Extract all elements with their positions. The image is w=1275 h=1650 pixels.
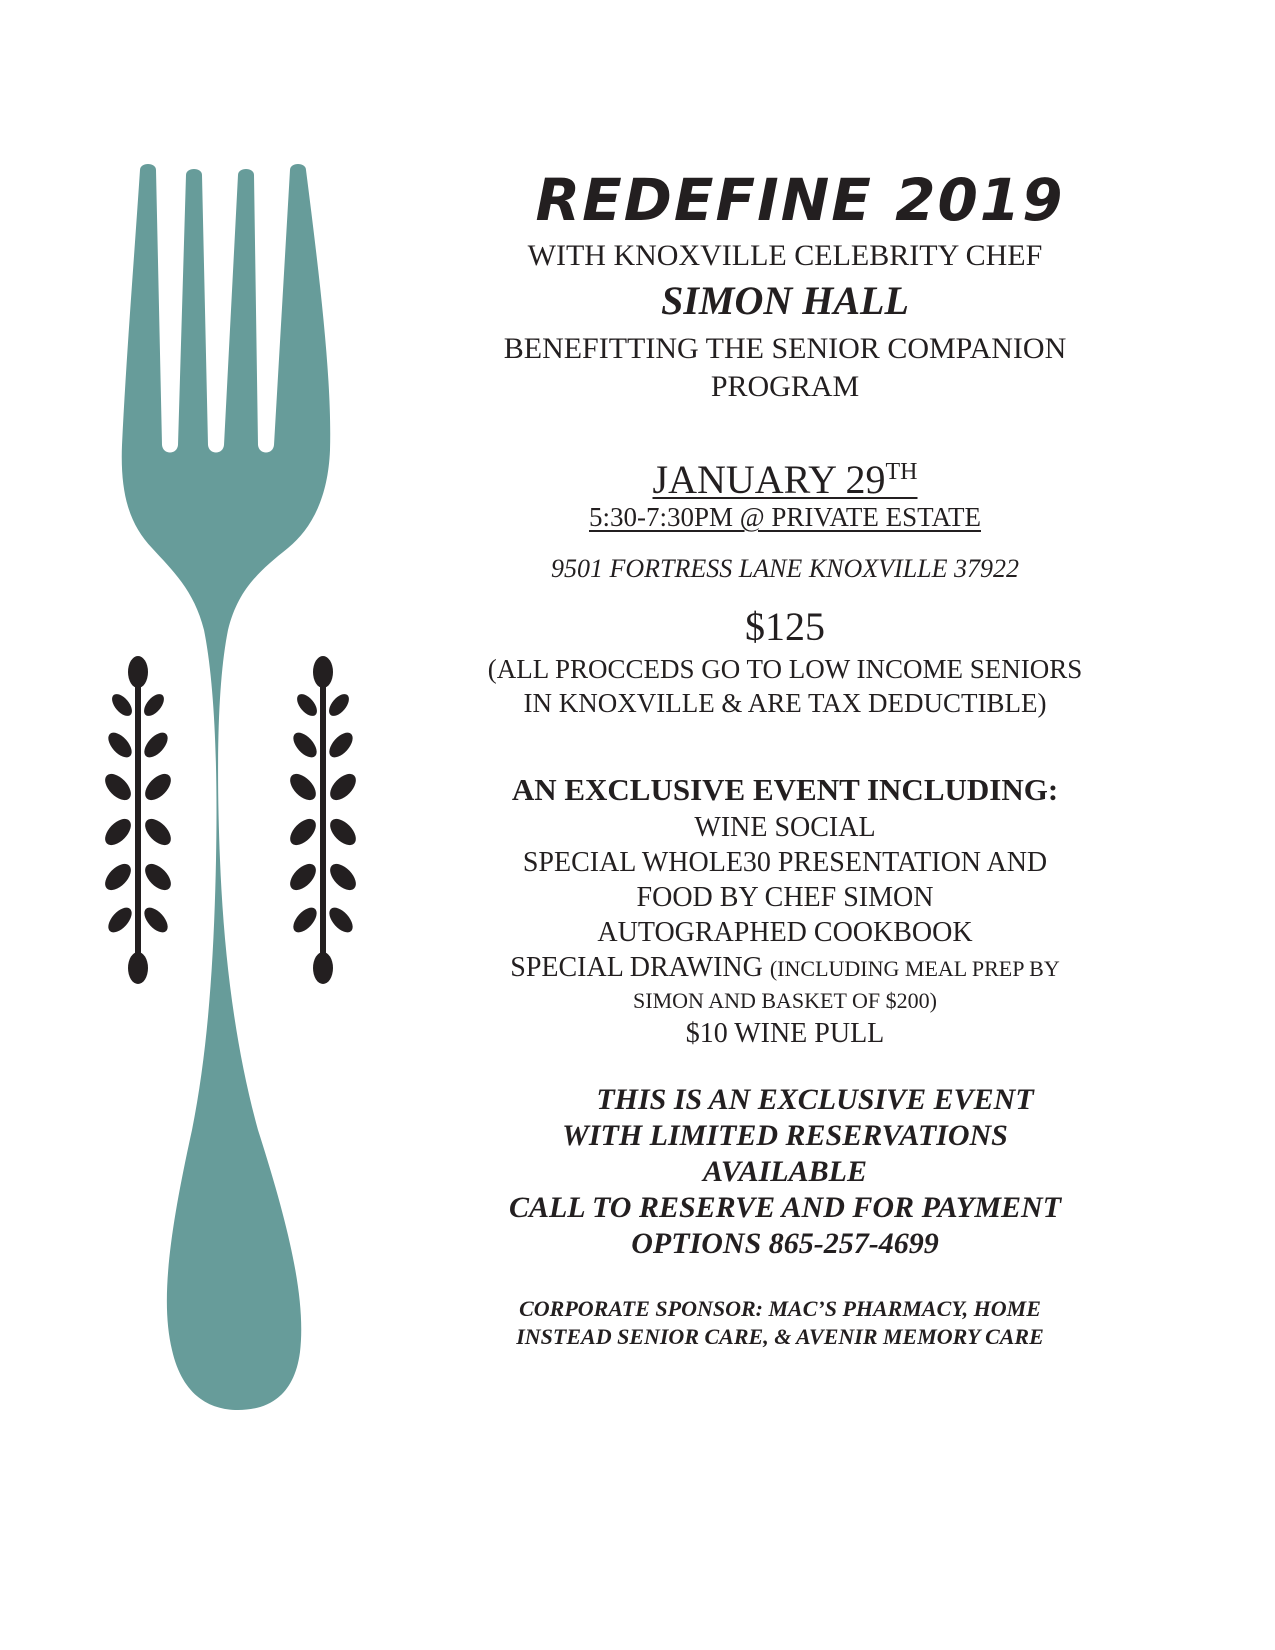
list-item: AUTOGRAPHED COOKBOOK [597, 917, 973, 948]
event-subtitle: WITH KNOXVILLE CELEBRITY CHEF [527, 239, 1043, 272]
drawing-note: (INCLUDING MEAL PREP BY [769, 956, 1060, 981]
proceeds-line: IN KNOXVILLE & ARE TAX DEDUCTIBLE) [523, 688, 1047, 718]
reservation-note [465, 1082, 1105, 1262]
list-item: SIMON AND BASKET OF $200) [633, 988, 937, 1013]
ticket-price: $125 [745, 604, 825, 649]
reservation-line: CALL TO RESERVE AND FOR PAYMENT [508, 1191, 1062, 1224]
event-date-suffix: TH [885, 459, 918, 485]
chef-name: SIMON HALL [661, 278, 909, 323]
reservation-line: OPTIONS 865-257-4699 [631, 1227, 939, 1260]
event-date [465, 448, 1105, 504]
list-item: WINE SOCIAL [694, 812, 876, 843]
benefit-line: BENEFITTING THE SENIOR COMPANION [503, 332, 1067, 365]
event-address: 9501 FORTRESS LANE KNOXVILLE 37922 [550, 554, 1019, 583]
event-date-underline [653, 457, 918, 502]
reservation-line: AVAILABLE [703, 1155, 867, 1188]
sponsor-note [480, 1295, 1080, 1351]
list-item [465, 950, 1105, 986]
sponsor-line: CORPORATE SPONSOR: MAC’S PHARMACY, HOME [519, 1296, 1041, 1321]
laurel-sprig-icon [100, 656, 175, 984]
laurel-sprig-icon [285, 656, 360, 984]
event-title: REDEFINE 2019 [535, 166, 1065, 234]
benefit-line: PROGRAM [710, 370, 860, 403]
reservation-line: THIS IS AN EXCLUSIVE EVENT [596, 1083, 1034, 1116]
reservation-line: WITH LIMITED RESERVATIONS [562, 1119, 1008, 1152]
list-item: FOOD BY CHEF SIMON [636, 882, 934, 913]
includes-list [465, 810, 1105, 1051]
benefit-text [465, 330, 1105, 406]
event-time-place: 5:30-7:30PM @ PRIVATE ESTATE [589, 502, 981, 532]
proceeds-line: (ALL PROCCEDS GO TO LOW INCOME SENIORS [487, 654, 1083, 684]
includes-heading: AN EXCLUSIVE EVENT INCLUDING: [511, 772, 1059, 807]
drawing-label: SPECIAL DRAWING [510, 952, 770, 983]
proceeds-note [465, 652, 1105, 720]
list-item: $10 WINE PULL [685, 1018, 885, 1049]
event-date-text: JANUARY 29 [652, 457, 886, 502]
sponsor-line: INSTEAD SENIOR CARE, & AVENIR MEMORY CARE [516, 1324, 1044, 1349]
list-item: SPECIAL WHOLE30 PRESENTATION AND [522, 847, 1048, 878]
